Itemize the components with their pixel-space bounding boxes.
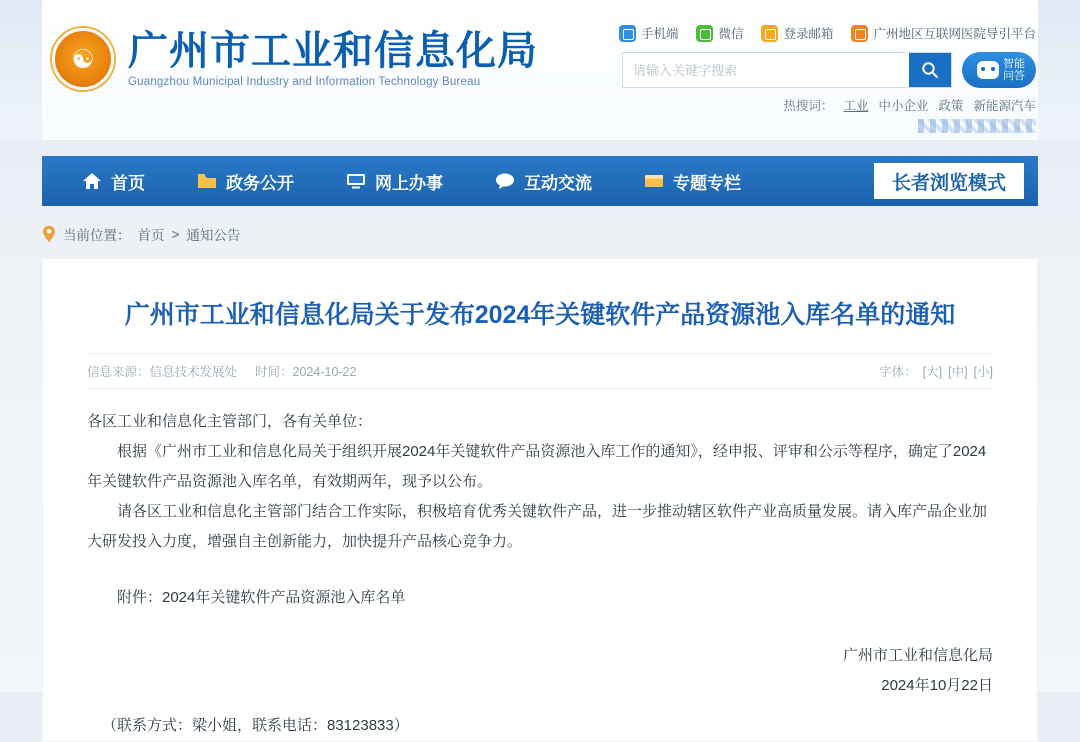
logo-title-en: Guangzhou Municipal Industry and Information Technology Bureau: [128, 76, 481, 88]
quick-link-wechat[interactable]: [696, 24, 743, 42]
article-time: 时间：2024-10-22: [255, 365, 357, 380]
elder-mode-button[interactable]: 长者浏览模式: [874, 163, 1024, 199]
mobile-icon: [619, 25, 636, 42]
decorative-ribbon: [918, 119, 1036, 133]
hospital-icon: [851, 25, 868, 42]
hot-word-4[interactable]: 新能源汽车: [973, 99, 1036, 113]
article-paragraph-1: 各区工业和信息化主管部门，各有关单位：: [87, 413, 373, 431]
font-size-medium[interactable]: [中]: [948, 365, 968, 380]
search-icon: [920, 60, 940, 80]
chat-icon: [495, 172, 515, 190]
search-area: [622, 52, 1036, 88]
hot-word-1[interactable]: 工业: [843, 99, 869, 113]
hot-words-label: 热搜词：: [783, 99, 834, 113]
wechat-icon: [696, 25, 713, 42]
article-contact: （联系方式：梁小姐，联系电话：83123833）: [102, 717, 409, 735]
monitor-icon: [346, 172, 366, 190]
font-size-controls: [879, 362, 993, 380]
page-title: 广州市工业和信息化局关于发布2024年关键软件产品资源池入库名单的通知: [124, 301, 956, 329]
article-meta: [87, 353, 993, 389]
breadcrumb-item-notice[interactable]: 通知公告: [186, 228, 241, 243]
article-signature: [87, 641, 993, 701]
breadcrumb-prefix: 当前位置：: [63, 228, 131, 243]
article-paragraph-2: 根据《广州市工业和信息化局关于组织开展2024年关键软件产品资源池入库工作的通知》，经申报、评审和公示等程序，确定了2024年关键软件产品资源池入库名单，有效期两年，现予以公布。: [87, 443, 987, 491]
font-size-small[interactable]: [小]: [973, 365, 993, 380]
article-source: 信息来源：信息技术发展处: [87, 365, 238, 380]
signature-date: 2024年10月22日: [881, 677, 993, 695]
quick-link-hospital[interactable]: [851, 24, 1036, 42]
hot-words-row: [783, 96, 1036, 114]
ai-line-2: 问答: [1003, 70, 1025, 82]
quick-link-hospital-label: 广州地区互联网医院导引平台: [873, 27, 1036, 41]
emblem-glyph: ☯: [71, 44, 95, 74]
breadcrumb: [42, 224, 1038, 244]
nav-item-online-service[interactable]: [320, 156, 469, 206]
logo-text-block: [128, 30, 538, 88]
search-input[interactable]: [623, 53, 909, 87]
mail-icon: [761, 25, 778, 42]
hot-word-2[interactable]: 中小企业: [878, 99, 929, 113]
home-icon: [82, 172, 102, 190]
nav-item-online-service-label: 网上办事: [375, 173, 443, 193]
article-paragraph-3: 请各区工业和信息化主管部门结合工作实际，积极培育优秀关键软件产品，进一步推动辖区软件产业高质量发展。请入库产品企业加大研发投入力度，增强自主创新能力，加快提升产品核心竞争力。: [87, 503, 988, 551]
quick-link-mail-label: 登录邮箱: [783, 27, 834, 41]
nav-item-special-column-label: 专题专栏: [673, 173, 741, 193]
nav-item-government-disclosure[interactable]: [171, 156, 320, 206]
ai-assistant-label: [1003, 58, 1025, 82]
location-pin-icon: [42, 225, 56, 243]
ai-assistant-button[interactable]: [962, 52, 1036, 88]
nav-item-home-label: 首页: [111, 173, 145, 193]
font-size-large[interactable]: [大]: [922, 365, 943, 380]
folder-icon: [197, 172, 217, 190]
quick-links: [619, 24, 1036, 42]
nav-item-interaction-label: 互动交流: [524, 173, 592, 193]
site-logo[interactable]: [52, 28, 538, 90]
robot-icon: [977, 61, 999, 79]
site-header: [0, 0, 1080, 140]
emblem-icon: [52, 28, 114, 90]
nav-item-government-disclosure-label: 政务公开: [226, 173, 294, 193]
article-body: [87, 389, 993, 741]
signature-org: 广州市工业和信息化局: [842, 647, 993, 665]
search-box[interactable]: [622, 52, 952, 88]
font-size-label: 字体：: [879, 365, 917, 380]
nav-item-home[interactable]: [56, 156, 171, 206]
breadcrumb-separator: >: [171, 226, 180, 242]
quick-link-mail[interactable]: [761, 24, 833, 42]
article-card: [42, 258, 1038, 742]
article-meta-left: [87, 362, 356, 380]
article-attachment[interactable]: 附件：2024年关键软件产品资源池入库名单: [117, 589, 406, 607]
quick-link-mobile-label: 手机端: [640, 27, 679, 41]
main-nav: [42, 156, 1038, 206]
ai-line-1: 智能: [1003, 57, 1025, 70]
quick-link-mobile[interactable]: [619, 24, 679, 42]
logo-title-cn: 广州市工业和信息化局: [128, 29, 538, 73]
nav-item-special-column[interactable]: [618, 156, 767, 206]
search-button[interactable]: [909, 53, 951, 87]
hot-word-3[interactable]: 政策: [938, 99, 964, 113]
column-icon: [644, 172, 664, 190]
quick-link-wechat-label: 微信: [718, 27, 744, 41]
breadcrumb-item-home[interactable]: 首页: [137, 228, 165, 243]
nav-item-interaction[interactable]: [469, 156, 618, 206]
